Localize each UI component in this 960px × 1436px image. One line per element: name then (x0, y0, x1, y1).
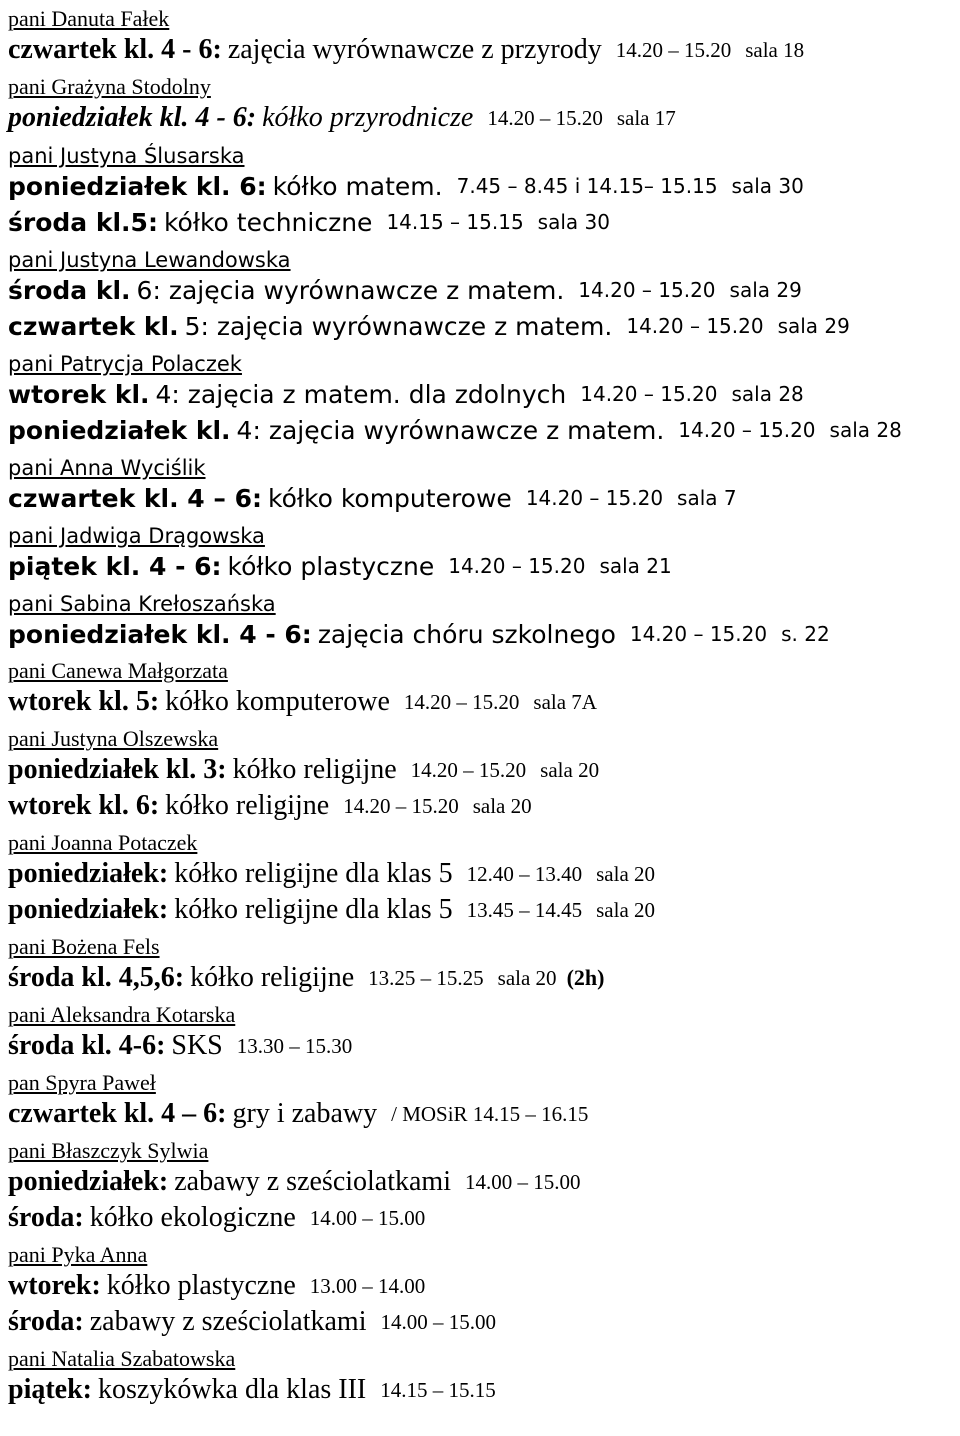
entry-room: sala 20 (497, 965, 557, 990)
schedule-entry (8, 308, 958, 344)
schedule-entry (8, 856, 958, 892)
teacher-name: pani Natalia Szabatowska (8, 1346, 236, 1371)
entry-room: sala 20 (596, 897, 656, 922)
entry-time: 14.20 – 15.20 (410, 757, 527, 782)
entry-day: poniedziałek kl. (8, 415, 231, 445)
schedule-entry (8, 548, 958, 584)
entry-activity: kółko plastyczne (106, 1270, 296, 1301)
teacher-name: pani Jadwiga Drągowska (8, 524, 265, 548)
entry-activity: kółko matem. (272, 171, 443, 201)
entry-time: 14.00 – 15.00 (465, 1169, 581, 1194)
entry-room: sala 18 (745, 37, 805, 62)
entry-note: (2h) (566, 965, 605, 990)
schedule-entry (8, 1268, 958, 1304)
schedule-entry (8, 1200, 958, 1236)
entry-activity: 4: zajęcia z matem. dla zdolnych (155, 379, 567, 409)
entry-day: poniedziałek kl. 4 - 6: (8, 619, 312, 649)
schedule-entry (8, 1164, 958, 1200)
entry-time: 13.25 – 15.25 (368, 965, 484, 990)
schedule-entry (8, 1372, 958, 1408)
teacher-name: pan Spyra Paweł (8, 1070, 156, 1095)
entry-activity: kółko przyrodnicze (262, 102, 474, 133)
entry-day: poniedziałek: (8, 894, 169, 925)
entry-activity: SKS (171, 1030, 223, 1061)
entry-room: sala 20 (596, 861, 656, 886)
entry-day: czwartek kl. (8, 311, 179, 341)
entry-room: sala 30 (537, 210, 610, 234)
entry-time: 14.20 – 15.20 (678, 418, 816, 442)
entry-room: sala 17 (616, 105, 676, 130)
entry-time: / MOSiR 14.15 – 16.15 (391, 1101, 589, 1126)
teacher-name: pani Grażyna Stodolny (8, 74, 211, 99)
entry-room: sala 20 (540, 757, 600, 782)
entry-time: 13.00 – 14.00 (309, 1273, 426, 1298)
entry-time: 14.20 – 15.20 (626, 314, 764, 338)
entry-time: 14.20 – 15.20 (615, 37, 732, 62)
schedule-entry (8, 204, 958, 240)
entry-activity: 5: zajęcia wyrównawcze z matem. (184, 311, 613, 341)
entry-day: wtorek kl. (8, 379, 150, 409)
schedule-entry (8, 616, 958, 652)
entry-activity: kółko komputerowe (165, 686, 390, 717)
entry-day: środa kl. 4,5,6: (8, 962, 185, 993)
entry-time: 14.15 – 15.15 (380, 1377, 496, 1402)
entry-activity: kółko techniczne (163, 207, 373, 237)
entry-activity: 6: zajęcia wyrównawcze z matem. (136, 275, 565, 305)
entry-time: 14.00 – 15.00 (309, 1205, 426, 1230)
entry-time: 14.20 – 15.20 (343, 793, 459, 818)
entry-activity: kółko komputerowe (268, 483, 512, 513)
entry-day: wtorek: (8, 1270, 101, 1301)
entry-activity: zajęcia wyrównawcze z przyrody (227, 34, 602, 65)
entry-activity: kółko ekologiczne (89, 1202, 296, 1233)
entry-time: 12.40 – 13.40 (466, 861, 583, 886)
teacher-name: pani Justyna Olszewska (8, 726, 219, 751)
schedule-entry (8, 684, 958, 720)
entry-activity: kółko religijne dla klas 5 (174, 894, 453, 925)
entry-activity: kółko religijne dla klas 5 (174, 858, 453, 889)
entry-activity: zajęcia chóru szkolnego (317, 619, 616, 649)
entry-activity: kółko religijne (190, 962, 355, 993)
entry-day: czwartek kl. 4 - 6: (8, 34, 222, 65)
entry-time: 14.15 – 15.15 (386, 210, 524, 234)
teacher-name: pani Aleksandra Kotarska (8, 1002, 236, 1027)
schedule-entry (8, 960, 958, 996)
entry-activity: kółko religijne (232, 754, 397, 785)
entry-time: 7.45 – 8.45 i 14.15– 15.15 (456, 174, 718, 198)
schedule-entry (8, 168, 958, 204)
entry-time: 14.00 – 15.00 (380, 1309, 496, 1334)
teacher-name: pani Sabina Krełoszańska (8, 592, 276, 616)
entry-day: czwartek kl. 4 – 6: (8, 483, 262, 513)
entry-day: piątek kl. 4 - 6: (8, 551, 222, 581)
entry-day: czwartek kl. 4 – 6: (8, 1098, 227, 1129)
entry-time: 14.20 – 15.20 (448, 554, 586, 578)
entry-room: sala 7 (677, 486, 737, 510)
entry-room: s. 22 (781, 622, 830, 646)
schedule-entry (8, 272, 958, 308)
entry-room: sala 7A (533, 689, 597, 714)
entry-room: sala 29 (729, 278, 802, 302)
teacher-name: pani Anna Wyciślik (8, 456, 206, 480)
schedule-entry (8, 32, 958, 68)
schedule-entry (8, 100, 958, 136)
entry-time: 13.30 – 15.30 (236, 1033, 353, 1058)
entry-day: wtorek kl. 6: (8, 790, 160, 821)
entry-room: sala 29 (777, 314, 850, 338)
entry-room: sala 28 (829, 418, 902, 442)
entry-day: środa: (8, 1306, 84, 1337)
schedule-document (8, 0, 958, 1408)
entry-activity: 4: zajęcia wyrównawcze z matem. (236, 415, 665, 445)
entry-room: sala 28 (731, 382, 804, 406)
schedule-entry (8, 1304, 958, 1340)
teacher-name: pani Patrycja Polaczek (8, 352, 242, 376)
entry-day: poniedziałek kl. 4 - 6: (8, 102, 257, 133)
entry-day: poniedziałek: (8, 1166, 169, 1197)
schedule-entry (8, 788, 958, 824)
entry-activity: kółko religijne (165, 790, 330, 821)
schedule-entry (8, 480, 958, 516)
entry-activity: zabawy z sześciolatkami (89, 1306, 367, 1337)
entry-day: piątek: (8, 1374, 92, 1405)
entry-day: środa kl. 4-6: (8, 1030, 166, 1061)
entry-time: 13.45 – 14.45 (466, 897, 583, 922)
teacher-name: pani Canewa Małgorzata (8, 658, 228, 683)
teacher-name: pani Bożena Fels (8, 934, 160, 959)
entry-day: poniedziałek kl. 3: (8, 754, 227, 785)
entry-day: wtorek kl. 5: (8, 686, 160, 717)
entry-time: 14.20 – 15.20 (525, 486, 664, 510)
teacher-name: pani Błaszczyk Sylwia (8, 1138, 209, 1163)
entry-day: poniedziałek: (8, 858, 169, 889)
entry-room: sala 20 (472, 793, 532, 818)
entry-day: środa: (8, 1202, 84, 1233)
teacher-name: pani Joanna Potaczek (8, 830, 198, 855)
entry-time: 14.20 – 15.20 (403, 689, 520, 714)
schedule-entry (8, 376, 958, 412)
schedule-entry (8, 1096, 958, 1132)
entry-time: 14.20 – 15.20 (629, 622, 768, 646)
entry-time: 14.20 – 15.20 (487, 105, 603, 130)
entry-time: 14.20 – 15.20 (580, 382, 718, 406)
entry-activity: gry i zabawy (232, 1098, 378, 1129)
teacher-name: pani Pyka Anna (8, 1242, 148, 1267)
entry-day: poniedziałek kl. 6: (8, 171, 267, 201)
teacher-name: pani Danuta Fałek (8, 6, 170, 31)
entry-time: 14.20 – 15.20 (578, 278, 716, 302)
teacher-name: pani Justyna Lewandowska (8, 248, 291, 272)
entry-room: sala 30 (731, 174, 804, 198)
entry-activity: koszykówka dla klas III (98, 1374, 367, 1405)
entry-activity: kółko plastyczne (227, 551, 435, 581)
schedule-entry (8, 752, 958, 788)
entry-room: sala 21 (599, 554, 672, 578)
entry-day: środa kl. (8, 275, 131, 305)
schedule-entry (8, 892, 958, 928)
schedule-entry (8, 1028, 958, 1064)
entry-activity: zabawy z sześciolatkami (174, 1166, 451, 1197)
entry-day: środa kl.5: (8, 207, 158, 237)
schedule-entry (8, 412, 958, 448)
teacher-name: pani Justyna Ślusarska (8, 144, 245, 168)
